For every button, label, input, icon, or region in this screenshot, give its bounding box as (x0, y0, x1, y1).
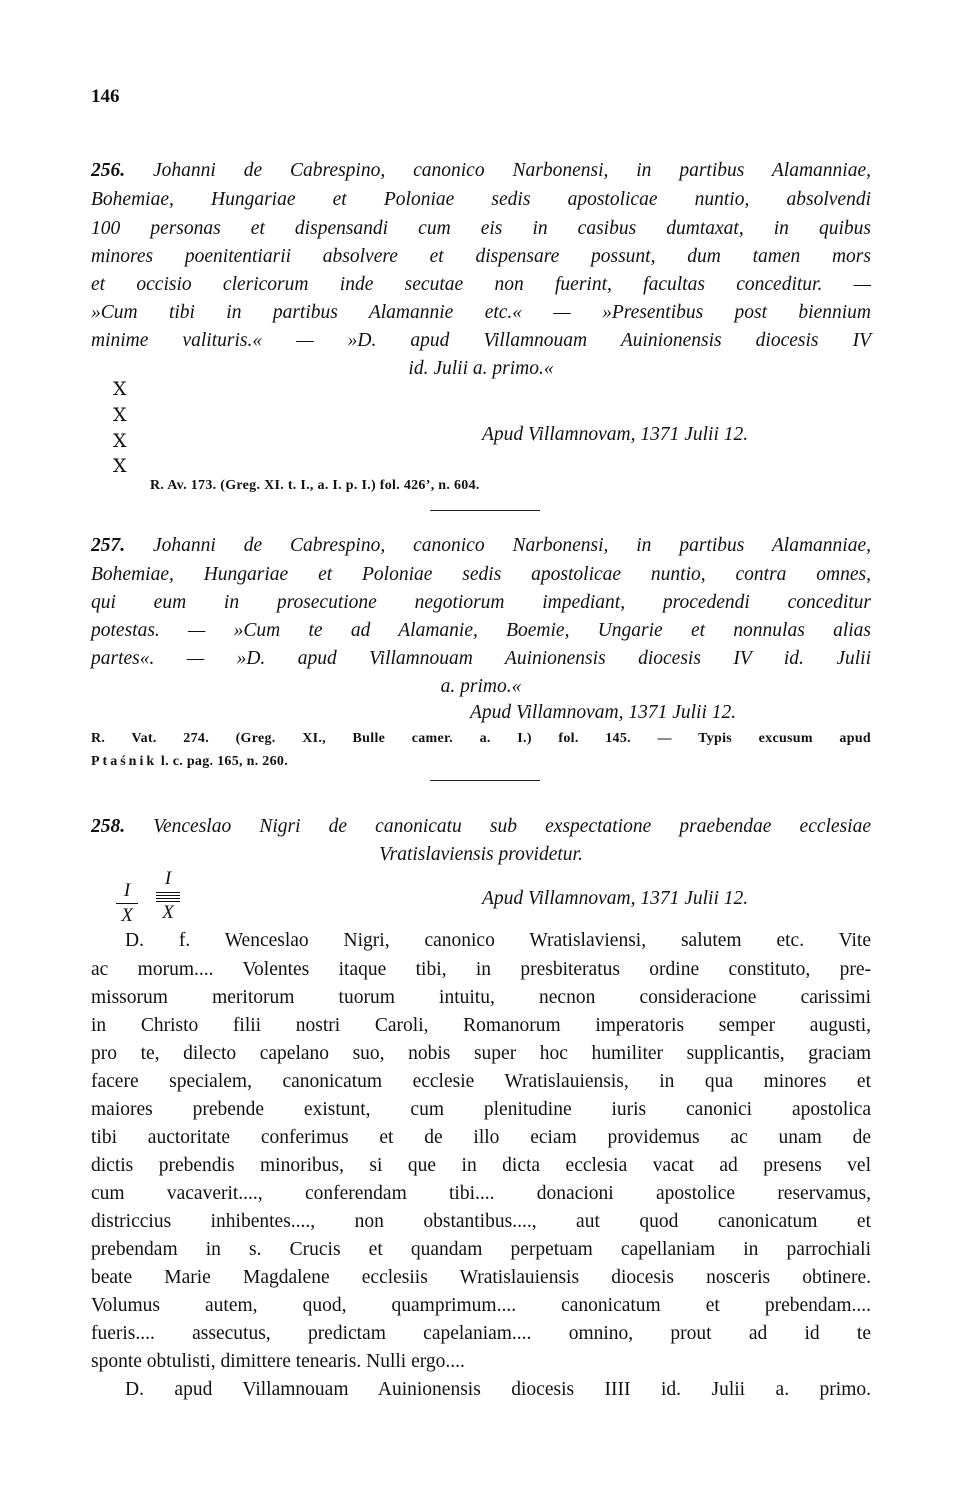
text-line: beate Marie Magdalene ecclesiis Wratislauiensis diocesis nosceris obtinere. (91, 1267, 871, 1288)
doc-256-date: Apud Villamnovam, 1371 Julii 12. (482, 424, 749, 445)
margin-fraction-left: I X (116, 880, 138, 927)
doc-258-line-1: 258. Venceslao Nigri de canonicatu sub exspectatione praebendae ecclesiae (91, 816, 871, 837)
doc-256-line-8: id. Julii a. primo.« (408, 358, 554, 379)
doc-258-line-2: Vratislaviensis providetur. (379, 844, 583, 865)
text-line: cum vacaverit...., conferendam tibi.... donacioni apostolice reservamus, (91, 1183, 871, 1204)
doc-256-number: 256. (91, 160, 126, 181)
text-line: tibi auctoritate conferimus et de illo eciam providemus ac unam de (91, 1127, 871, 1148)
doc-257-line-1: 257. Johanni de Cabrespino, canonico Narbonensi, in partibus Alamanniae, (91, 535, 872, 556)
doc-256-line-7: minime valituris.« — »D. apud Villamnouam Auinionensis diocesis IV (91, 330, 871, 351)
page-number: 146 (91, 86, 120, 107)
text-line: facere specialem, canonicatum ecclesie Wratislauiensis, in qua minores et (91, 1071, 871, 1092)
doc-257-line-5: partes«. — »D. apud Villamnouam Auinionensis diocesis IV id. Julii (91, 648, 871, 669)
margin-mark: X (113, 430, 127, 452)
margin-mark: X (113, 378, 127, 400)
text-line: ac morum.... Volentes itaque tibi, in presbiteratus ordine constituto, pre- (91, 959, 871, 980)
divider (430, 510, 540, 511)
doc-256-line-2: Bohemiae, Hungariae et Poloniae sedis apostolicae nuntio, absolvendi (91, 189, 871, 210)
doc-258-date: Apud Villamnovam, 1371 Julii 12. (482, 888, 749, 909)
margin-mark: X (113, 404, 127, 426)
doc-256-line-1: 256. Johanni de Cabrespino, canonico Narbonensi, in partibus Alamanniae, (91, 160, 872, 181)
doc-257-line-6: a. primo.« (440, 676, 522, 697)
text-line: D. f. Wenceslao Nigri, canonico Wratislaviensi, salutem etc. Vite (125, 930, 871, 951)
doc-257-line-4: potestas. — »Cum te ad Alamanie, Boemie, Ungarie et nonnulas alias (91, 620, 871, 641)
doc-257-source-1: R. Vat. 274. (Greg. XI., Bulle camer. a. I.) fol. 145. — Typis excusum apud (91, 731, 871, 746)
text-line: sponte obtulisti, dimittere tenearis. Nulli ergo.... (91, 1351, 465, 1372)
doc-256-line-3: 100 personas et dispensandi cum eis in casibus dumtaxat, in quibus (91, 218, 871, 239)
doc-257-source-2: Ptaśnik l. c. pag. 165, n. 260. (91, 754, 289, 769)
doc-256-line-5: et occisio clericorum inde secutae non fuerint, facultas conceditur. — (91, 274, 871, 295)
text-line: missorum meritorum tuorum intuitu, necnon consideracione carissimi (91, 987, 871, 1008)
text-line: prebendam in s. Crucis et quandam perpetuam capellaniam in parrochiali (91, 1239, 871, 1260)
text-line: maiores prebende existunt, cum plenitudine iuris canonici apostolica (91, 1099, 871, 1120)
divider (430, 780, 540, 781)
margin-mark: X (113, 455, 127, 477)
doc-257-line-3: qui eum in prosecutione negotiorum impediant, procedendi conceditur (91, 592, 871, 613)
closing-line: D. apud Villamnouam Auinionensis diocesis IIII id. Julii a. primo. (125, 1379, 871, 1400)
text-line: pro te, dilecto capelano suo, nobis super hoc humiliter supplicantis, graciam (91, 1043, 871, 1064)
doc-257-line-2: Bohemiae, Hungariae et Poloniae sedis apostolicae nuntio, contra omnes, (91, 564, 871, 585)
doc-257-date: Apud Villamnovam, 1371 Julii 12. (470, 702, 737, 723)
text-line: Volumus autem, quod, quamprimum.... canonicatum et prebendam.... (91, 1295, 871, 1316)
text-line: fueris.... assecutus, predictam capelaniam.... omnino, prout ad id te (91, 1323, 871, 1344)
text-line: in Christo filii nostri Caroli, Romanorum imperatoris semper augusti, (91, 1015, 871, 1036)
doc-256-line-4: minores poenitentiarii absolvere et dispensare possunt, dum tamen mors (91, 246, 871, 267)
doc-256-source: R. Av. 173. (Greg. XI. t. I., a. I. p. I.) fol. 426’, n. 604. (150, 478, 480, 493)
margin-fraction-right: I X (156, 868, 180, 924)
text-line: dictis prebendis minoribus, si que in dicta ecclesia vacat ad presens vel (91, 1155, 871, 1176)
doc-258-number: 258. (91, 816, 126, 837)
text-line: districcius inhibentes...., non obstantibus...., aut quod canonicatum et (91, 1211, 871, 1232)
doc-256-line-6: »Cum tibi in partibus Alamannie etc.« — »Presentibus post biennium (91, 302, 871, 323)
doc-257-number: 257. (91, 535, 126, 556)
